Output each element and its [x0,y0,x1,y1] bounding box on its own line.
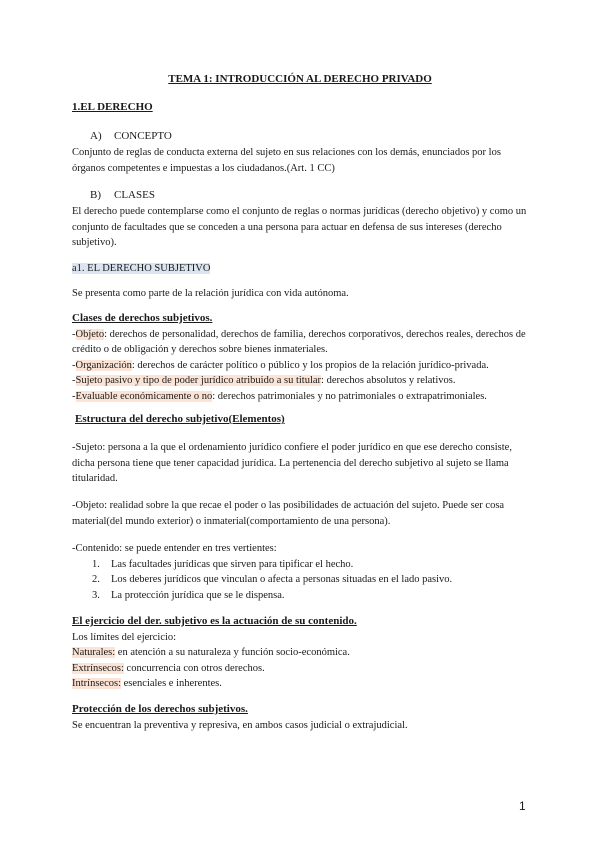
clases-ds-section [72,311,532,404]
clases-ds-item-text: : derechos patrimoniales y no patrimoniales o extrapatrimoniales. [212,390,487,402]
ejercicio-item-label: Extrínsecos: [72,662,124,674]
ejercicio-item-text: concurrencia con otros derechos. [123,662,265,674]
clases-ds-item-text: : derechos absolutos y relativos. [321,375,456,386]
ejercicio-item [72,661,532,677]
ejercicio-item-label: Intrínsecos: [72,678,121,689]
list-text: Los deberes jurídicos que vinculan o afecta a personas situadas en el lado pasivo. [111,574,453,585]
clases-ds-item-text: : derechos de carácter político o público y los propios de la relación jurídico-privada. [131,359,489,371]
contenido-list-item [72,588,532,604]
concepto-marker: A) [90,130,102,142]
clases-ds-item-text: : derechos de personalidad, derechos de familia, derechos corporativos, derechos reales, derechos de crédito o de obligación y derechos sobre bienes inmateriales. [72,328,526,355]
proteccion-heading: Protección de los derechos subjetivos. [72,703,248,715]
clases-ds-item: -Organización: derechos de carácter político o público y los propios de la relación jurídico-privada. [72,359,489,371]
concepto-text: Conjunto de reglas de conducta externa del sujeto en sus relaciones con los demás, enunciados por los órganos competentes e impuestas a los ciudadanos.(Art. 1 CC) [72,147,501,174]
clases-ds-item: -Sujeto pasivo y tipo de poder jurídico atribuido a su titular: derechos absolutos y relativos. [72,375,456,386]
ejercicio-item-label: Naturales: [72,647,116,658]
a1-heading-text: a1. EL DERECHO SUBJETIVO [72,263,211,274]
concepto-label: CONCEPTO [114,130,172,142]
list-number: 3. [92,589,100,601]
estructura-heading-text: Estructura del derecho subjetivo(Elementos) [75,413,285,425]
ejercicio-intro: Los límites del ejercicio: [72,631,177,643]
ejercicio-item-text: esenciales e inherentes. [121,678,222,689]
proteccion-section [72,702,532,733]
concepto-paragraph [72,145,532,176]
clases-ds-item: -Evaluable económicamente o no: derechos patrimoniales y no patrimoniales o extrapatrimoniales. [72,390,487,402]
proteccion-text: Se encuentran la preventiva y represiva, en ambos casos judicial o extrajudicial. [72,719,408,731]
clases-heading [72,188,532,204]
section-heading-el-derecho [72,100,532,116]
list-text: La protección jurídica que se le dispensa. [111,589,285,601]
a1-intro [72,286,532,302]
clases-ds-item-label: Objeto [75,328,105,340]
estructura-objeto [72,498,532,529]
clases-ds-item-label: Sujeto pasivo y tipo de poder jurídico atribuido a su titular [75,375,322,386]
a1-heading [72,261,532,277]
ejercicio-item [72,676,532,692]
list-number: 1. [92,558,100,570]
clases-marker: B) [90,189,101,201]
page-number: 1 [519,799,526,813]
clases-ds-item: -Objeto: derechos de personalidad, derechos de familia, derechos corporativos, derechos reales, derechos de crédito o de obligación y derechos sobre bienes inmateriales. [72,328,526,355]
estructura-objeto-text: -Objeto: realidad sobre la que recae el poder o las posibilidades de actuación del sujeto. Puede ser cosa material(del mundo exterior) o inmaterial(comportamiento de una persona). [72,500,505,527]
ejercicio-section [72,614,532,692]
clases-ds-item-label: Evaluable económicamente o no [75,390,213,402]
estructura-contenido [72,541,532,603]
section-heading-text: 1.EL DERECHO [72,101,153,113]
clases-ds-heading: Clases de derechos subjetivos. [72,312,213,324]
ejercicio-item-text: en atención a su naturaleza y función socio-económica. [115,647,350,658]
contenido-list-item [72,572,532,588]
a1-intro-text: Se presenta como parte de la relación jurídica con vida autónoma. [72,288,349,299]
estructura-heading [72,412,532,428]
clases-ds-item-label: Organización [75,359,132,371]
list-number: 2. [92,574,100,585]
ejercicio-item [72,645,532,661]
clases-paragraph [72,204,532,251]
concepto-heading [72,129,532,145]
ejercicio-heading: El ejercicio del der. subjetivo es la actuación de su contenido. [72,615,357,627]
estructura-sujeto-text: -Sujeto: persona a la que el ordenamiento jurídico confiere el poder jurídico en que ese derecho consiste, dicha persona tiene que tener capacidad jurídica. La pertenencia del derecho subjetivo al sujeto se llama titularidad. [72,442,512,484]
list-text: Las facultades jurídicas que sirven para tipificar el hecho. [111,558,354,570]
clases-text: El derecho puede contemplarse como el conjunto de reglas o normas jurídicas (derecho objetivo) y como un conjunto de facultades que se conceden a una persona para actuar en defensa de sus intereses (derecho subjetivo). [72,206,527,248]
estructura-sujeto [72,440,532,487]
contenido-list-item [72,557,532,573]
contenido-intro: -Contenido: se puede entender en tres vertientes: [72,543,277,554]
clases-label: CLASES [114,189,155,201]
document-title: TEMA 1: INTRODUCCIÓN AL DERECHO PRIVADO [168,73,432,85]
